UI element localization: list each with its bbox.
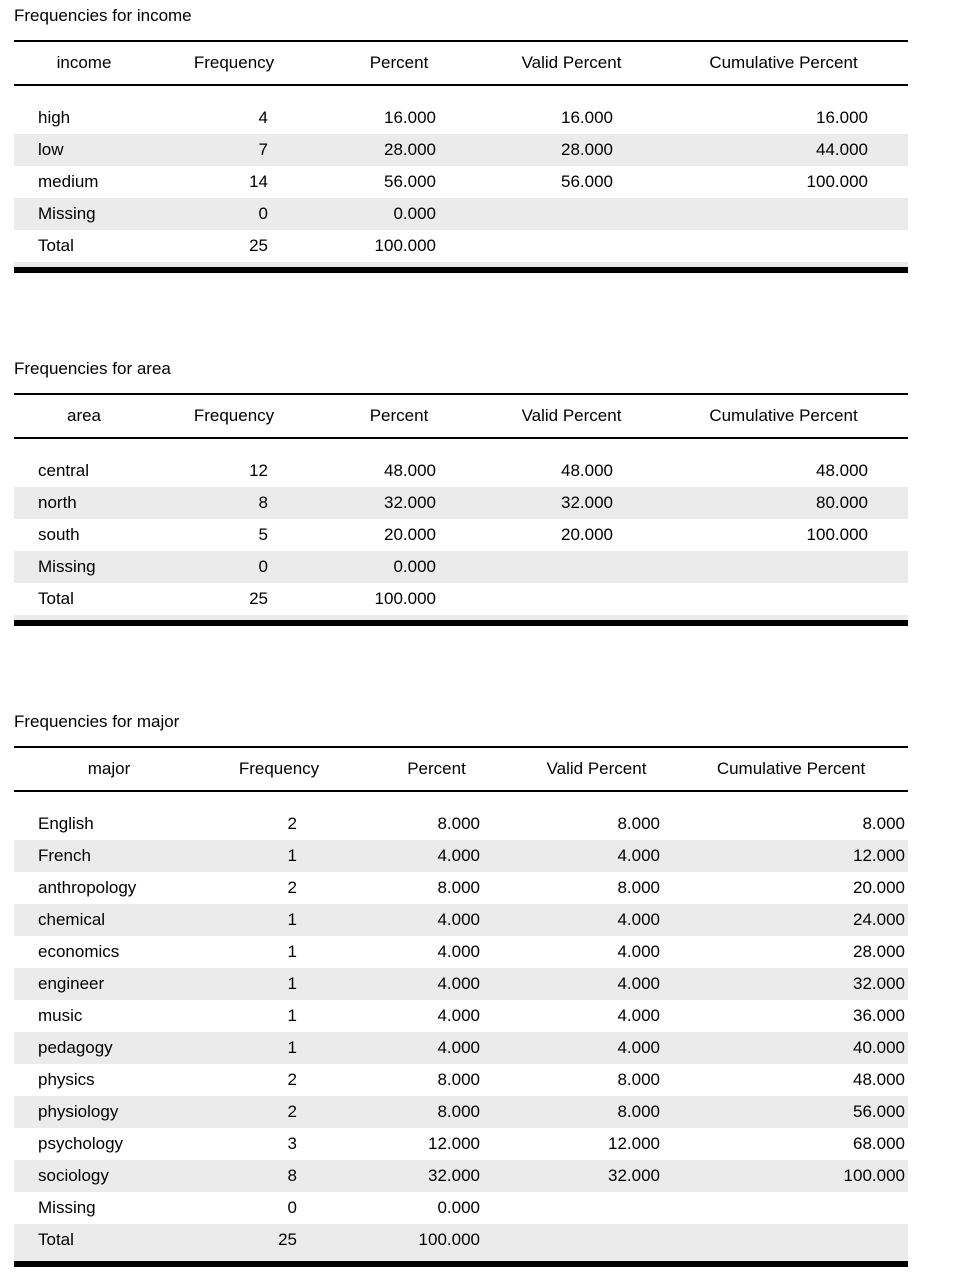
value-cell: 32.000: [384, 493, 436, 512]
label-cell: Missing: [38, 1198, 96, 1217]
value-cell: 4.000: [437, 1038, 480, 1057]
table-row: [14, 1224, 908, 1256]
value-cell: 100.000: [806, 525, 868, 544]
value-cell: 1: [287, 1006, 297, 1025]
column-header: income: [14, 41, 154, 85]
label-cell: psychology: [38, 1134, 124, 1153]
table-row: [14, 1128, 908, 1160]
table-body: [14, 791, 908, 1264]
value-cell: 25: [249, 589, 268, 608]
label-cell: medium: [38, 172, 99, 191]
table-row: [14, 904, 908, 936]
value-cell: 1: [287, 974, 297, 993]
value-cell: [659, 198, 908, 230]
label-cell: Missing: [38, 557, 96, 576]
table-row: [14, 872, 908, 904]
value-cell: 2: [287, 1102, 297, 1121]
column-header: Valid Percent: [519, 747, 674, 791]
value-cell: 48.000: [853, 1070, 905, 1089]
label-cell: physics: [38, 1070, 95, 1089]
column-header: Cumulative Percent: [659, 394, 908, 438]
label-cell: physiology: [38, 1102, 119, 1121]
label-cell: central: [38, 461, 90, 480]
value-cell: 4.000: [437, 846, 480, 865]
value-cell: 28.000: [384, 140, 436, 159]
label-cell: music: [38, 1006, 83, 1025]
value-cell: 2: [287, 878, 297, 897]
value-cell: 14: [249, 172, 268, 191]
label-cell: French: [38, 846, 91, 865]
column-header: Percent: [314, 41, 484, 85]
value-cell: 16.000: [384, 108, 436, 127]
table-row: [14, 85, 908, 102]
value-cell: 3: [287, 1134, 297, 1153]
value-cell: [659, 230, 908, 262]
table-body: [14, 85, 908, 270]
value-cell: [674, 1224, 908, 1256]
label-cell: Total: [38, 589, 74, 608]
label-cell: anthropology: [38, 878, 137, 897]
value-cell: 4.000: [617, 974, 660, 993]
label-cell: engineer: [38, 974, 105, 993]
label-cell: Total: [38, 236, 74, 255]
value-cell: 1: [287, 1038, 297, 1057]
value-cell: 28.000: [561, 140, 613, 159]
label-cell: chemical: [38, 910, 106, 929]
value-cell: [519, 1192, 674, 1224]
column-header: Valid Percent: [484, 394, 659, 438]
table-row: [14, 583, 908, 615]
value-cell: 32.000: [428, 1166, 480, 1185]
value-cell: 44.000: [816, 140, 868, 159]
spacer: [14, 85, 908, 102]
table-row: [14, 840, 908, 872]
value-cell: 4.000: [617, 1038, 660, 1057]
value-cell: 48.000: [816, 461, 868, 480]
table-row: [14, 808, 908, 840]
frequencies-section-major: [14, 712, 960, 1267]
value-cell: 8: [258, 493, 268, 512]
label-cell: low: [38, 140, 64, 159]
table-row: [14, 615, 908, 623]
value-cell: 16.000: [816, 108, 868, 127]
value-cell: 12.000: [608, 1134, 660, 1153]
value-cell: 100.000: [418, 1230, 480, 1249]
label-cell: English: [38, 814, 94, 833]
value-cell: 8.000: [437, 814, 480, 833]
value-cell: 1: [287, 910, 297, 929]
table-row: [14, 134, 908, 166]
value-cell: [484, 551, 659, 583]
value-cell: [659, 583, 908, 615]
label-cell: north: [38, 493, 77, 512]
value-cell: 4.000: [617, 910, 660, 929]
column-header: Cumulative Percent: [659, 41, 908, 85]
section-title: Frequencies for major: [14, 712, 180, 731]
value-cell: 2: [287, 1070, 297, 1089]
spacer: [14, 262, 908, 270]
header-row: [14, 394, 908, 438]
value-cell: 16.000: [561, 108, 613, 127]
value-cell: 1: [287, 846, 297, 865]
value-cell: 12.000: [853, 846, 905, 865]
table-body: [14, 438, 908, 623]
table-row: [14, 1256, 908, 1264]
table-row: [14, 262, 908, 270]
value-cell: 20.000: [561, 525, 613, 544]
frequencies-section-area: [14, 359, 960, 626]
value-cell: 48.000: [384, 461, 436, 480]
section-title: Frequencies for income: [14, 6, 192, 25]
table-row: [14, 1064, 908, 1096]
table-row: [14, 438, 908, 455]
table-header: [14, 41, 908, 85]
value-cell: 36.000: [853, 1006, 905, 1025]
value-cell: 4.000: [437, 1006, 480, 1025]
value-cell: 8.000: [862, 814, 905, 833]
header-row: [14, 41, 908, 85]
value-cell: [659, 551, 908, 583]
value-cell: 100.000: [806, 172, 868, 191]
table-row: [14, 1096, 908, 1128]
table-row: [14, 230, 908, 262]
value-cell: 4.000: [437, 942, 480, 961]
value-cell: 8: [287, 1166, 297, 1185]
value-cell: [519, 1224, 674, 1256]
label-cell: south: [38, 525, 80, 544]
value-cell: 0.000: [393, 204, 436, 223]
table-row: [14, 791, 908, 808]
column-header: Valid Percent: [484, 41, 659, 85]
value-cell: 56.000: [853, 1102, 905, 1121]
value-cell: [674, 1192, 908, 1224]
value-cell: 0.000: [437, 1198, 480, 1217]
value-cell: 8.000: [437, 1102, 480, 1121]
table-row: [14, 519, 908, 551]
value-cell: 56.000: [561, 172, 613, 191]
table-row: [14, 1160, 908, 1192]
column-header: area: [14, 394, 154, 438]
label-cell: Missing: [38, 204, 96, 223]
value-cell: 2: [287, 814, 297, 833]
value-cell: [484, 230, 659, 262]
value-cell: 0: [287, 1198, 297, 1217]
value-cell: 40.000: [853, 1038, 905, 1057]
value-cell: [484, 198, 659, 230]
column-header: major: [14, 747, 204, 791]
value-cell: 0: [258, 557, 268, 576]
table-header: [14, 394, 908, 438]
value-cell: 8.000: [617, 1102, 660, 1121]
value-cell: 0: [258, 204, 268, 223]
column-header: Frequency: [154, 394, 314, 438]
column-header: Frequency: [204, 747, 354, 791]
header-row: [14, 747, 908, 791]
section-title: Frequencies for area: [14, 359, 171, 378]
table-row: [14, 968, 908, 1000]
value-cell: 12.000: [428, 1134, 480, 1153]
table-row: [14, 166, 908, 198]
label-cell: pedagogy: [38, 1038, 113, 1057]
label-cell: sociology: [38, 1166, 109, 1185]
value-cell: 100.000: [374, 589, 436, 608]
table-row: [14, 1192, 908, 1224]
value-cell: 20.000: [384, 525, 436, 544]
frequencies-section-income: [14, 6, 960, 273]
value-cell: 56.000: [384, 172, 436, 191]
spacer: [14, 791, 908, 808]
value-cell: 8.000: [617, 878, 660, 897]
table-row: [14, 551, 908, 583]
value-cell: 4.000: [437, 910, 480, 929]
label-cell: high: [38, 108, 71, 127]
table-row: [14, 1000, 908, 1032]
value-cell: 100.000: [374, 236, 436, 255]
table-row: [14, 1032, 908, 1064]
frequency-table-major: [14, 746, 908, 1267]
frequency-table-area: [14, 393, 908, 626]
value-cell: 4: [258, 108, 268, 127]
label-cell: Total: [38, 1230, 74, 1249]
value-cell: 68.000: [853, 1134, 905, 1153]
table-row: [14, 455, 908, 487]
value-cell: 25: [249, 236, 268, 255]
value-cell: 24.000: [853, 910, 905, 929]
value-cell: 32.000: [853, 974, 905, 993]
value-cell: 80.000: [816, 493, 868, 512]
value-cell: 48.000: [561, 461, 613, 480]
spacer: [14, 438, 908, 455]
value-cell: 25: [278, 1230, 297, 1249]
value-cell: 4.000: [617, 846, 660, 865]
column-header: Percent: [354, 747, 519, 791]
spacer: [14, 1256, 908, 1264]
value-cell: 20.000: [853, 878, 905, 897]
table-row: [14, 102, 908, 134]
table-row: [14, 936, 908, 968]
value-cell: [484, 583, 659, 615]
value-cell: 4.000: [437, 974, 480, 993]
value-cell: 8.000: [437, 878, 480, 897]
table-row: [14, 198, 908, 230]
frequency-table-income: [14, 40, 908, 273]
value-cell: 5: [258, 525, 268, 544]
value-cell: 8.000: [617, 1070, 660, 1089]
value-cell: 4.000: [617, 1006, 660, 1025]
value-cell: 32.000: [561, 493, 613, 512]
label-cell: economics: [38, 942, 120, 961]
value-cell: 8.000: [437, 1070, 480, 1089]
value-cell: 7: [258, 140, 268, 159]
table-row: [14, 487, 908, 519]
value-cell: 100.000: [843, 1166, 905, 1185]
value-cell: 0.000: [393, 557, 436, 576]
column-header: Frequency: [154, 41, 314, 85]
value-cell: 1: [287, 942, 297, 961]
value-cell: 32.000: [608, 1166, 660, 1185]
value-cell: 8.000: [617, 814, 660, 833]
table-header: [14, 747, 908, 791]
column-header: Cumulative Percent: [674, 747, 908, 791]
column-header: Percent: [314, 394, 484, 438]
value-cell: 4.000: [617, 942, 660, 961]
value-cell: 28.000: [853, 942, 905, 961]
value-cell: 12: [249, 461, 268, 480]
spacer: [14, 615, 908, 623]
